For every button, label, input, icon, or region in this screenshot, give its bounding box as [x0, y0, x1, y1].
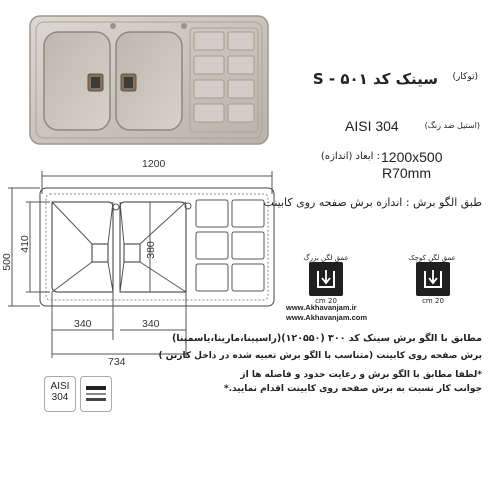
dim-height-inner: 410	[18, 235, 31, 253]
note-line-3: *لطفا مطابق با الگو برش و رعایت حدود و فاصله ها از	[240, 370, 482, 380]
bowl-small-icon	[416, 262, 450, 296]
aisi-badge-line2: 304	[51, 392, 69, 403]
dim-bowl-right-width: 340	[142, 318, 160, 330]
website-com[interactable]: www.Akhavanjam.com	[286, 313, 367, 322]
aisi-badge-line1: AISI	[50, 381, 70, 392]
dim-height-total: 500	[0, 253, 13, 271]
dim-bowl-depth: 380	[144, 241, 157, 259]
dim-bowls-total: 734	[108, 356, 126, 368]
bowl-large-icon	[309, 262, 343, 296]
steel-grade: AISI 304	[345, 118, 399, 134]
dim-overall-width: 1200	[142, 158, 166, 170]
note-line-1: مطابق با الگو برش سینک کد ۳۰۰ (۱۲۰۵۵۰)(راسپینا،مارینا،یاسمینا)	[171, 333, 482, 344]
bowl-small-label: عمق لگن کوچک	[408, 254, 456, 262]
bowl-large-label: عمق لگن بزرگ	[303, 254, 349, 262]
note-line-2: برش صفحه روی کابینت (متناسب با الگو برش تعبیه شده در داخل کارتن )	[158, 351, 482, 361]
note-line-4: جوانب کار نسبت به برش صفحه روی کابینت اقدام نمایید.*	[223, 384, 482, 394]
dim-bowl-left-width: 340	[74, 318, 92, 330]
steel-note: (استیل ضد زنگ)	[424, 121, 480, 130]
dimensions-value: 1200x500	[381, 149, 443, 165]
cut-template-heading: طبق الگو برش : اندازه برش صفحه روی کابینت	[263, 196, 482, 209]
sink-photo	[28, 14, 272, 148]
bowl-small-depth: 20 cm	[422, 297, 444, 305]
website-ir[interactable]: www.Akhavanjam.ir	[286, 303, 357, 312]
cut-template-drawing	[0, 150, 290, 380]
product-title: سینک کد S - ۵۰۱	[312, 70, 438, 88]
product-subtitle: (توکار)	[452, 72, 478, 82]
steel-finish-icon	[80, 376, 112, 412]
radius-value: R70mm	[382, 165, 432, 181]
dimensions-label: : ابعاد (اندازه)	[320, 151, 380, 162]
bowl-large-depth: 20 cm	[315, 297, 337, 305]
aisi-badge	[44, 376, 76, 412]
